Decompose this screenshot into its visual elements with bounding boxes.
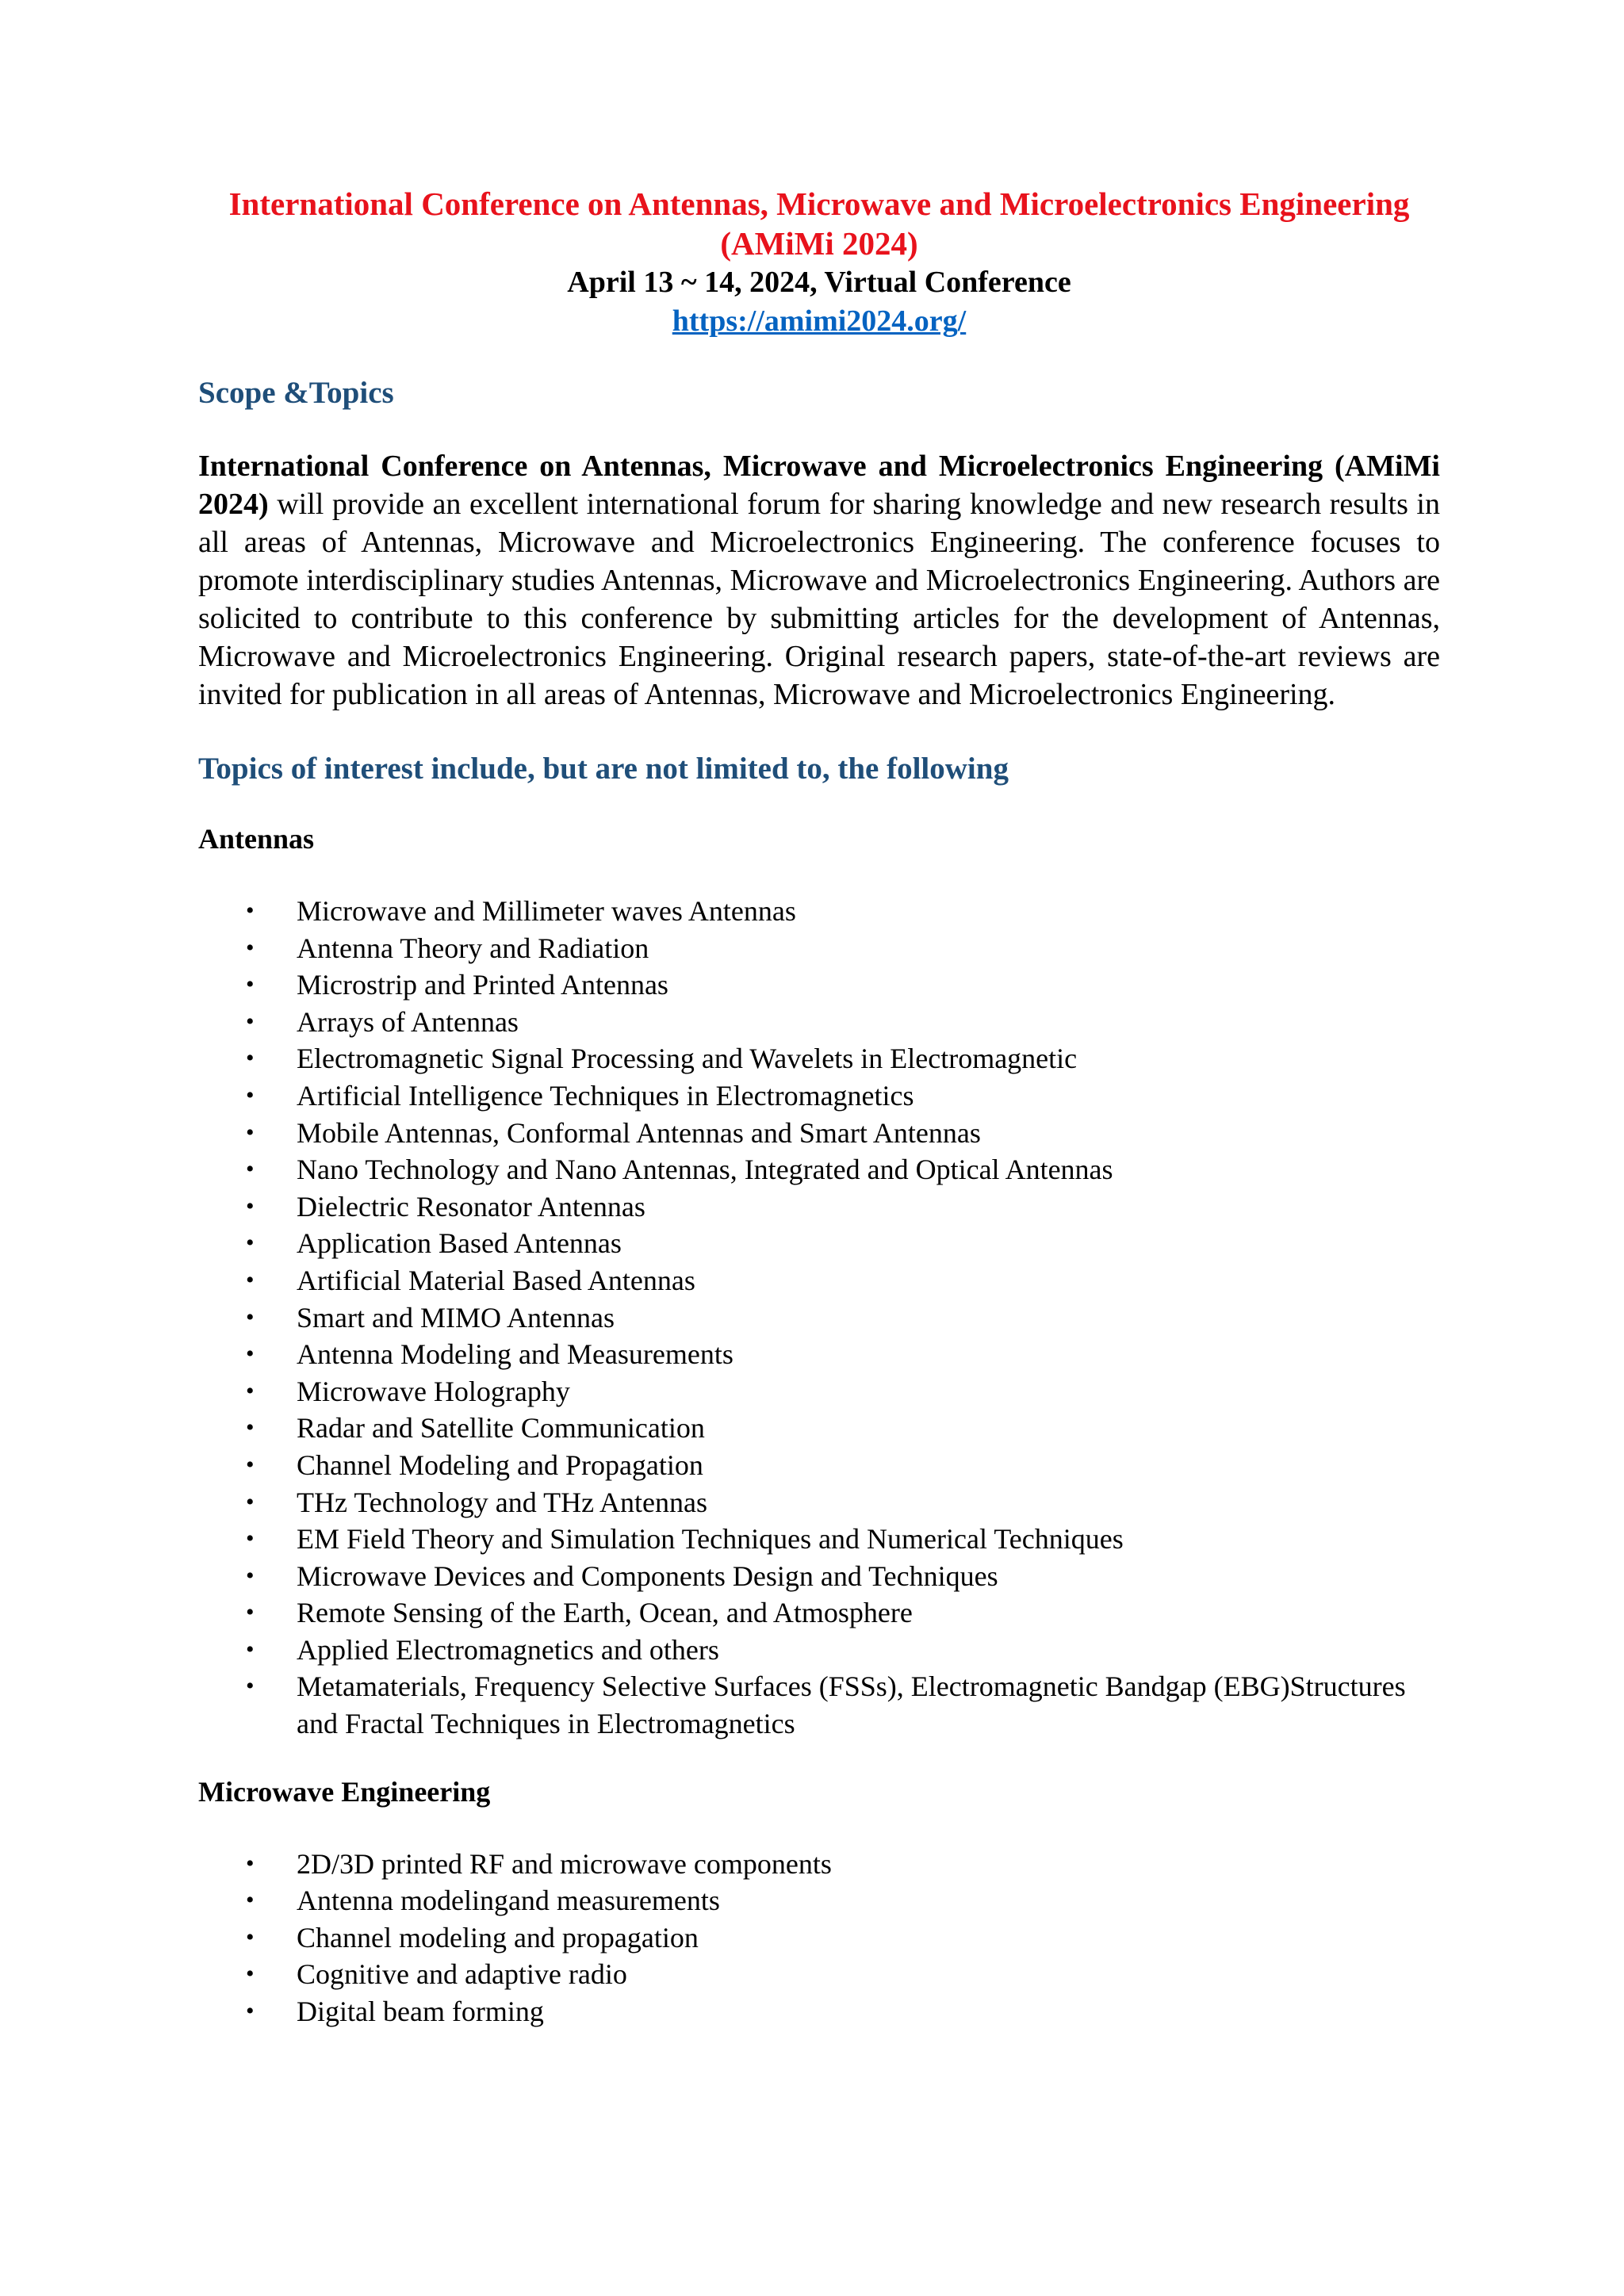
conference-title: International Conference on Antennas, Microwave and Microelectronics Engineering (AMiMi 2024) bbox=[228, 186, 1410, 262]
topic-text: EM Field Theory and Simulation Techniques and Numerical Techniques bbox=[297, 1523, 1124, 1556]
topic-list-item bbox=[198, 1336, 1440, 1373]
bullet-icon: • bbox=[246, 1562, 255, 1589]
bullet-icon: • bbox=[246, 1377, 255, 1404]
topic-list-item bbox=[198, 1077, 1440, 1115]
topic-text: Electromagnetic Signal Processing and Wavelets in Electromagnetic bbox=[297, 1043, 1078, 1075]
topic-text: Microwave Devices and Components Design and Techniques bbox=[297, 1559, 998, 1592]
topic-list-item bbox=[198, 1262, 1440, 1299]
bullet-icon: • bbox=[246, 1673, 255, 1700]
bullet-icon: • bbox=[246, 1008, 255, 1035]
topic-list-item bbox=[198, 1004, 1440, 1041]
topic-list-item bbox=[198, 1956, 1440, 1993]
topic-text: Channel Modeling and Propagation bbox=[297, 1448, 703, 1481]
topics-heading: Topics of interest include, but are not limited to, the following bbox=[198, 752, 1009, 786]
topic-text: Mobile Antennas, Conformal Antennas and Smart Antennas bbox=[297, 1116, 981, 1149]
topic-list-item bbox=[198, 966, 1440, 1004]
topic-list-item bbox=[198, 1188, 1440, 1226]
topic-list-item bbox=[198, 1632, 1440, 1669]
bullet-icon: • bbox=[246, 1341, 255, 1368]
microwave-topic-list bbox=[198, 1846, 1440, 2030]
bullet-icon: • bbox=[246, 1599, 255, 1626]
topic-text: Microstrip and Printed Antennas bbox=[297, 969, 668, 1001]
topic-text: Radar and Satellite Communication bbox=[297, 1412, 705, 1445]
topic-list-item bbox=[198, 1919, 1440, 1957]
bullet-icon: • bbox=[246, 971, 255, 998]
topic-list-item bbox=[198, 1410, 1440, 1447]
topic-text: Antenna Modeling and Measurements bbox=[297, 1338, 733, 1371]
bullet-icon: • bbox=[246, 1525, 255, 1552]
topic-list-item bbox=[198, 1484, 1440, 1521]
antennas-topic-list bbox=[198, 893, 1440, 1743]
bullet-icon: • bbox=[246, 1998, 255, 2025]
scope-heading: Scope &Topics bbox=[198, 376, 394, 410]
topic-text: 2D/3D printed RF and microwave components bbox=[297, 1847, 832, 1880]
topic-list-item bbox=[198, 1447, 1440, 1484]
topic-list-item bbox=[198, 1040, 1440, 1077]
topic-text: Cognitive and adaptive radio bbox=[297, 1958, 627, 1991]
bullet-icon: • bbox=[246, 897, 255, 924]
topic-list-item bbox=[198, 930, 1440, 967]
topic-list-item bbox=[198, 1882, 1440, 1919]
topic-text: Remote Sensing of the Earth, Ocean, and Atmosphere bbox=[297, 1597, 913, 1629]
bullet-icon: • bbox=[246, 934, 255, 961]
title-block bbox=[198, 184, 1440, 341]
topic-text: Microwave and Millimeter waves Antennas bbox=[297, 895, 796, 927]
bullet-icon: • bbox=[246, 1081, 255, 1108]
bullet-icon: • bbox=[246, 1636, 255, 1663]
bullet-icon: • bbox=[246, 1156, 255, 1183]
bullet-icon: • bbox=[246, 1850, 255, 1877]
topic-text: Dielectric Resonator Antennas bbox=[297, 1190, 645, 1223]
microwave-engineering-heading: Microwave Engineering bbox=[198, 1775, 491, 1808]
topic-list-item bbox=[198, 1594, 1440, 1632]
topic-text: THz Technology and THz Antennas bbox=[297, 1486, 708, 1518]
topic-list-item bbox=[198, 1225, 1440, 1262]
bullet-icon: • bbox=[246, 1192, 255, 1219]
bullet-icon: • bbox=[246, 1961, 255, 1988]
topic-list-item bbox=[198, 1299, 1440, 1337]
bullet-icon: • bbox=[246, 1414, 255, 1441]
bullet-icon: • bbox=[246, 1451, 255, 1478]
topic-list-item bbox=[198, 1521, 1440, 1558]
conference-url-link[interactable]: https://amimi2024.org/ bbox=[672, 304, 967, 338]
bullet-icon: • bbox=[246, 1230, 255, 1257]
topic-list-item bbox=[198, 1151, 1440, 1188]
topic-text: Metamaterials, Frequency Selective Surfaces (FSSs), Electromagnetic Bandgap (EBG)Structures and Fractal Techniques in Electromagnetics bbox=[297, 1670, 1406, 1740]
antennas-heading: Antennas bbox=[198, 823, 315, 855]
topic-text: Application Based Antennas bbox=[297, 1227, 622, 1260]
date-venue: April 13 ~ 14, 2024, Virtual Conference bbox=[567, 266, 1071, 299]
bullet-icon: • bbox=[246, 1119, 255, 1146]
bullet-icon: • bbox=[246, 1266, 255, 1293]
topic-text: Channel modeling and propagation bbox=[297, 1921, 699, 1954]
topic-list-item bbox=[198, 1558, 1440, 1595]
topic-text: Nano Technology and Nano Antennas, Integrated and Optical Antennas bbox=[297, 1154, 1113, 1186]
topic-list-item bbox=[198, 1373, 1440, 1410]
topic-text: Antenna modelingand measurements bbox=[297, 1885, 720, 1917]
topic-text: Arrays of Antennas bbox=[297, 1005, 519, 1038]
topic-list-item bbox=[198, 893, 1440, 930]
topic-list-item bbox=[198, 1993, 1440, 2030]
scope-paragraph bbox=[198, 447, 1440, 714]
topic-text: Microwave Holography bbox=[297, 1375, 570, 1407]
topic-list-item bbox=[198, 1115, 1440, 1152]
topic-list-item bbox=[198, 1846, 1440, 1883]
topic-text: Antenna Theory and Radiation bbox=[297, 932, 649, 964]
bullet-icon: • bbox=[246, 1045, 255, 1072]
topic-text: Smart and MIMO Antennas bbox=[297, 1301, 615, 1334]
topic-text: Artificial Material Based Antennas bbox=[297, 1264, 695, 1296]
bullet-icon: • bbox=[246, 1923, 255, 1950]
topic-text: Artificial Intelligence Techniques in Electromagnetics bbox=[297, 1079, 914, 1112]
bullet-icon: • bbox=[246, 1488, 255, 1515]
bullet-icon: • bbox=[246, 1303, 255, 1330]
topic-text: Applied Electromagnetics and others bbox=[297, 1633, 719, 1666]
bullet-icon: • bbox=[246, 1887, 255, 1914]
scope-lead-bold: International Conference on Antennas, Microwave and Microelectronics Engineering (AMiMi 2024) bbox=[198, 450, 1440, 521]
topic-list-item bbox=[198, 1668, 1440, 1742]
scope-body: will provide an excellent international forum for sharing knowledge and new research results in all areas of Antennas, Microwave and Microelectronics Engineering. The conference focuses to promote interdisciplinary studies Antennas, Microwave and Microelectronics Engineering. Authors are solicited to contribute to this conference by submitting articles for the development of Antennas, Microwave and Microelectronics Engineering. Original research papers, state-of-the-art reviews are invited for publication in all areas of Antennas, Microwave and Microelectronics Engineering. bbox=[198, 488, 1440, 711]
document-page bbox=[198, 184, 1440, 2030]
topic-text: Digital beam forming bbox=[297, 1996, 544, 2028]
